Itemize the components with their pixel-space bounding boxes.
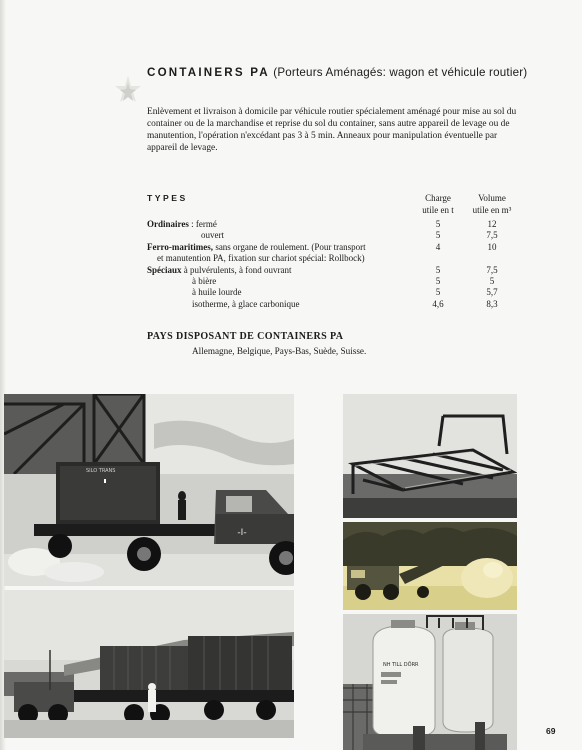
type-description: à pulvérulents, à fond ouvrant	[181, 264, 292, 275]
type-label	[157, 253, 365, 263]
type-description: ouvert	[201, 230, 224, 241]
type-label	[192, 299, 299, 309]
type-category: Ordinaires	[147, 219, 189, 229]
type-description: : fermé	[188, 219, 217, 229]
charge-value: 4,6	[432, 298, 444, 309]
photo-metal-frame	[343, 394, 517, 518]
types-table-row	[147, 253, 527, 264]
type-label	[147, 219, 217, 229]
charge-value: 4	[435, 241, 441, 252]
photo-train-wagons	[4, 590, 294, 738]
page-number: 69	[546, 726, 556, 736]
truck-emblem: -I-	[237, 528, 247, 538]
types-table-row	[147, 287, 527, 298]
volume-value: 7,5	[486, 230, 498, 241]
type-label	[147, 242, 366, 252]
title-main: CONTAINERS PA	[147, 66, 270, 79]
photo-quarry-truck	[4, 394, 294, 586]
charge-value: 5	[435, 230, 441, 241]
types-heading: TYPES	[147, 193, 188, 203]
volume-value: 8,3	[486, 298, 498, 309]
charge-value: 5	[435, 219, 441, 229]
star-logo-icon	[114, 74, 142, 108]
title-subtitle: (Porteurs Aménagés: wagon et véhicule routier)	[273, 66, 528, 79]
volume-value: 5,7	[486, 287, 498, 298]
container-lettering: SILO TRANS	[86, 468, 116, 474]
type-category: Ferro-maritimes,	[147, 241, 214, 252]
types-table-row	[147, 242, 527, 253]
types-table-row	[147, 299, 527, 310]
types-table	[147, 219, 527, 310]
type-description: sans organe de roulement. (Pour transport	[213, 241, 366, 252]
charge-column-header: Charge utile en t	[422, 193, 454, 215]
type-description: et manutention PA, fixation sur chariot spécial: Rollbock)	[157, 253, 365, 264]
volume-value: 12	[487, 219, 497, 229]
type-category: Spéciaux	[147, 264, 182, 275]
intro-paragraph: Enlèvement et livraison à domicile par véhicule routier spécialement aménagé pour mise au sol du container ou de la marchandise et reprise du sol du container, sans autre appareil de levage ou de manutention, l'opération n'excédant pas 3 à 5 min. Anneaux pour manipulation éventuelle par appareil de levage.	[147, 107, 517, 154]
silo-lettering: NH TILL DÖRR	[383, 662, 419, 668]
type-description: isotherme, à glace carbonique	[192, 298, 300, 309]
charge-value: 5	[435, 275, 441, 286]
charge-value: 5	[435, 264, 441, 275]
types-table-row	[147, 276, 527, 287]
volume-value: 5	[489, 275, 495, 286]
type-label	[192, 276, 216, 286]
photo-tank-truck	[343, 522, 517, 610]
types-table-row	[147, 265, 527, 276]
types-table-row	[147, 219, 527, 230]
countries-list: Allemagne, Belgique, Pays-Bas, Suède, Suisse.	[192, 346, 367, 356]
photo-silo-tanks	[343, 614, 517, 750]
countries-heading: PAYS DISPOSANT DE CONTAINERS PA	[147, 331, 344, 342]
types-table-row	[147, 230, 527, 241]
volume-column-header: Volume utile en m³	[472, 193, 512, 215]
type-description: à huile lourde	[192, 287, 242, 298]
page-title	[147, 66, 527, 79]
volume-value: 10	[487, 241, 497, 252]
type-label	[201, 230, 224, 240]
type-label	[147, 265, 291, 275]
type-label	[192, 287, 241, 297]
charge-value: 5	[435, 287, 441, 298]
volume-value: 7,5	[486, 264, 498, 275]
type-description: à bière	[192, 275, 217, 286]
